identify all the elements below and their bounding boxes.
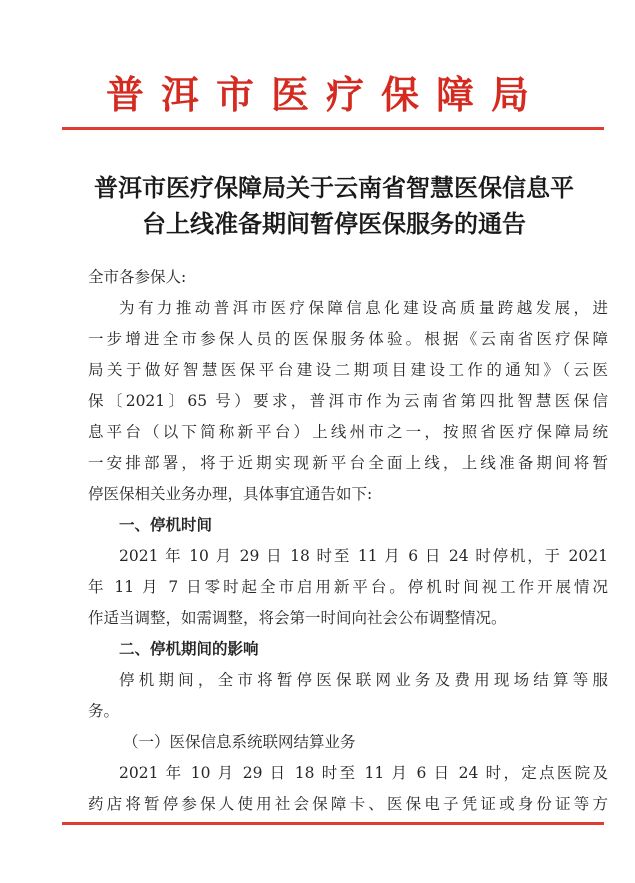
section-line: 停机期间，全市将暂停医保联网业务及费用现场结算等服 [119, 671, 608, 689]
section-heading-downtime: 一、停机时间 [119, 516, 213, 534]
intro-line: 停医保相关业务办理，具体事宜通告如下: [88, 485, 373, 503]
section-heading-impact: 二、停机期间的影响 [119, 640, 259, 658]
intro-line: 为有力推动普洱市医疗保障信息化建设高质量跨越发展，进 [119, 299, 608, 317]
masthead-red-rule [62, 127, 604, 130]
intro-line: 息平台（以下简称新平台）上线州市之一，按照省医疗保障局统 [88, 423, 608, 441]
intro-line: 一安排部署，将于近期实现新平台全面上线，上线准备期间将暂 [88, 454, 608, 472]
subsection-heading-settlement: （一）医保信息系统联网结算业务 [123, 733, 356, 751]
section-line: 作适当调整，如需调整，将会第一时间向社会公布调整情况。 [88, 609, 507, 627]
footer-red-rule [62, 822, 604, 825]
intro-line: 保〔2021〕65 号）要求，普洱市作为云南省第四批智慧医保信 [88, 392, 608, 410]
document-title [60, 170, 608, 242]
section-line: 2021 年 10 月 29 日 18 时至 11 月 6 日 24 时停机，于 2021 [119, 547, 608, 565]
section-line: 年 11 月 7 日零时起全市启用新平台。停机时间视工作开展情况 [88, 578, 608, 596]
masthead-title: 普洱市医疗保障局 [105, 72, 546, 117]
document-title-line-2: 台上线准备期间暂停医保服务的通告 [142, 209, 526, 238]
document-body [88, 262, 608, 820]
intro-line: 一步增进全市参保人员的医保服务体验。根据《云南省医疗保障 [88, 330, 608, 348]
document-title-line-1: 普洱市医疗保障局关于云南省智慧医保信息平 [94, 173, 574, 202]
section-line: 务。 [88, 702, 120, 720]
salutation: 全市各参保人: [88, 268, 187, 286]
intro-line: 局关于做好智慧医保平台建设二期项目建设工作的通知》（云医 [88, 361, 608, 379]
subsection-line: 药店将暂停参保人使用社会保障卡、医保电子凭证或身份证等方 [88, 795, 608, 813]
subsection-line: 2021 年 10 月 29 日 18 时至 11 月 6 日 24 时，定点医院及 [119, 764, 608, 782]
